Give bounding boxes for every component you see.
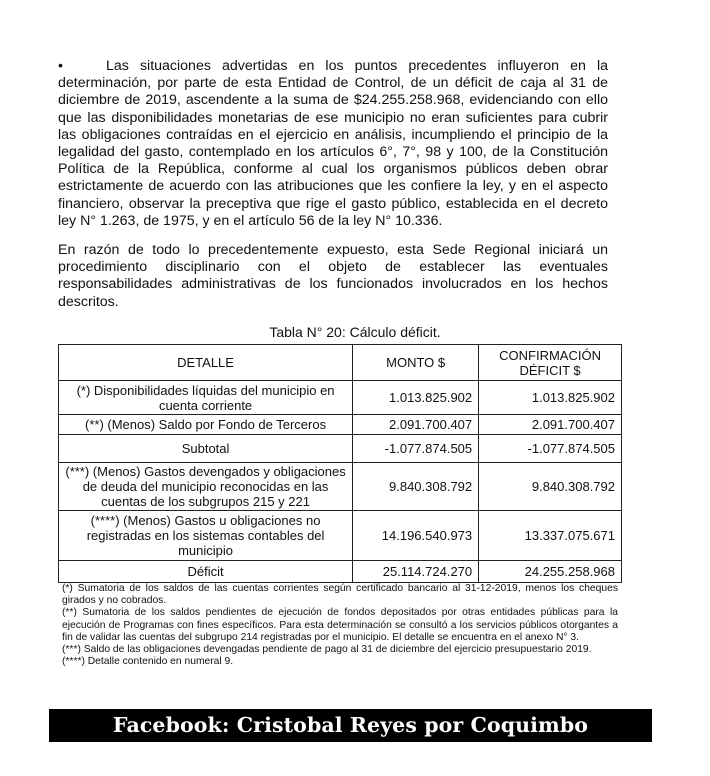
footnote: (****) Detalle contenido en numeral 9.: [62, 656, 234, 668]
row-monto: 9.840.308.792: [353, 463, 479, 511]
table-row: [59, 435, 622, 463]
table-row: [59, 463, 622, 511]
row-confirmacion: 13.337.075.671: [479, 511, 622, 561]
footnote: (**) Sumatoria de los saldos pendientes de ejecución de fondos depositados por otras entidades públicas para la ejecución de Programas con fines específicos. Para esta determinación se consultó a los servicios públicos otorgantes a fin de validar las cuentas del subgrupo 214 registradas por el municipio. El detalle se encuentra en el anexo N° 3.: [62, 607, 618, 643]
row-detalle: (*) Disponibilidades líquidas del municipio en cuenta corriente: [59, 381, 353, 415]
bullet-point: •: [58, 58, 63, 74]
table-row: [59, 511, 622, 561]
row-detalle: (**) (Menos) Saldo por Fondo de Terceros: [59, 415, 353, 435]
row-detalle: (***) (Menos) Gastos devengados y obligaciones de deuda del municipio reconocidas en las cuentas de los subgrupos 215 y 221: [59, 463, 353, 511]
row-monto: 25.114.724.270: [353, 561, 479, 583]
row-confirmacion: 2.091.700.407: [479, 415, 622, 435]
row-confirmacion: 9.840.308.792: [479, 463, 622, 511]
header-confirmacion: CONFIRMACIÓN DÉFICIT $: [479, 345, 622, 381]
row-confirmacion: 24.255.258.968: [479, 561, 622, 583]
table-header-row: [59, 345, 622, 381]
table-title: Tabla N° 20: Cálculo déficit.: [269, 324, 441, 340]
paragraph-disciplinary-procedure: En razón de todo lo precedentemente expuesto, esta Sede Regional iniciará un procedimiento disciplinario con el objeto de establecer las eventuales responsabilidades administrativas de los funcionados involucrados en los hechos descritos.: [58, 242, 608, 310]
row-detalle: Subtotal: [59, 435, 353, 463]
row-monto: 2.091.700.407: [353, 415, 479, 435]
paragraph-text: Las situaciones advertidas en los puntos precedentes influyeron en la determinación, por parte de esta Entidad de Control, de un déficit de caja al 31 de diciembre de 2019, ascendente a la suma de $24.255.258.968, evidenciando con ello que las disponibilidades monetarias de ese municipio no eran suficientes para cubrir las obligaciones contraídas en el ejercicio en análisis, incumpliendo el principio de la legalidad del gasto, contemplado en los artículos 6°, 7°, 98 y 100, de la Constitución Política de la República, conforme al cual los organismos públicos deben obrar estrictamente de acuerdo con las atribuciones que les confiere la ley, y en el aspecto financiero, observar la preceptiva que rige el gasto público, establecida en el decreto ley N° 1.263, de 1975, y en el artículo 56 de la ley N° 10.336.: [58, 58, 608, 229]
row-monto: 1.013.825.902: [353, 381, 479, 415]
footnote: (***) Saldo de las obligaciones devengadas pendiente de pago al 31 de diciembre del ejercicio presupuestario 2019.: [62, 644, 592, 656]
table-row: [59, 415, 622, 435]
row-confirmacion: 1.013.825.902: [479, 381, 622, 415]
footnote: (*) Sumatoria de los saldos de las cuentas corrientes según certificado bancario al 31-12-2019, menos los cheques girados y no cobrados.: [62, 583, 618, 607]
paragraph-deficit-finding: [58, 58, 608, 230]
header-monto: MONTO $: [353, 345, 479, 381]
table-footnotes: [62, 583, 618, 668]
row-monto: 14.196.540.973: [353, 511, 479, 561]
row-monto: -1.077.874.505: [353, 435, 479, 463]
facebook-banner: Facebook: Cristobal Reyes por Coquimbo: [49, 709, 652, 742]
row-detalle: Déficit: [59, 561, 353, 583]
row-confirmacion: -1.077.874.505: [479, 435, 622, 463]
table-row-total: [59, 561, 622, 583]
row-detalle: (****) (Menos) Gastos u obligaciones no registradas en los sistemas contables del municipio: [59, 511, 353, 561]
table-row: [59, 381, 622, 415]
deficit-table: [58, 344, 622, 583]
header-detalle: DETALLE: [59, 345, 353, 381]
